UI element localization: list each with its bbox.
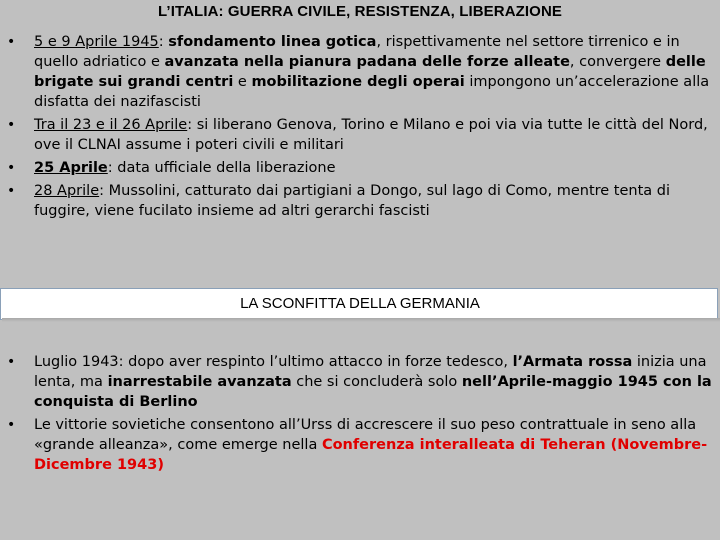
bullet-text: impongono un’accelerazione alla disfatta dei nazifascisti xyxy=(34,74,710,110)
bullet-text: , rispettivamente nel settore tirrenico e in quello adriatico e xyxy=(34,34,680,70)
bullet-highlight-text: Conferenza interalleata di Teheran (Novembre-Dicembre 1943) xyxy=(34,437,708,473)
bullet-item xyxy=(0,415,720,475)
bullet-text: Le vittorie sovietiche consentono all’Urss di accrescere il suo peso contrattuale in seno alla «grande alleanza», come emerge nella xyxy=(34,417,697,453)
liberation-bullet-list xyxy=(0,32,720,224)
bullet-date: 5 e 9 Aprile 1945 xyxy=(34,34,159,50)
bullet-marker: • xyxy=(7,354,16,370)
bullet-text: e xyxy=(233,74,252,90)
bullet-text: Luglio 1943: dopo aver respinto l’ultimo attacco in forze tedesco, xyxy=(34,354,513,370)
bullet-text: che si concluderà solo xyxy=(291,374,462,390)
section-header-banner xyxy=(0,288,718,320)
bullet-date: 28 Aprile xyxy=(34,183,100,199)
bullet-text: , convergere xyxy=(569,54,666,70)
bullet-item xyxy=(0,181,720,221)
bullet-item xyxy=(0,158,720,178)
bullet-text: inizia una lenta, ma xyxy=(34,354,707,390)
bullet-bold-text: nell’Aprile-maggio 1945 con la conquista di Berlino xyxy=(34,374,712,410)
section-header-label: LA SCONFITTA DELLA GERMANIA xyxy=(240,295,480,312)
bullet-text: : xyxy=(158,34,169,50)
bullet-text: : si liberano Genova, Torino e Milano e poi via via tutte le città del Nord, ove il CLNAI assume i poteri civili e militari xyxy=(34,117,708,153)
bullet-item xyxy=(0,115,720,155)
bullet-marker: • xyxy=(7,34,16,50)
bullet-date: 25 Aprile xyxy=(34,160,108,176)
bullet-marker: • xyxy=(7,417,16,433)
bullet-bold-text: inarrestabile avanzata xyxy=(107,374,292,390)
slide-title: L’ITALIA: GUERRA CIVILE, RESISTENZA, LIBERAZIONE xyxy=(158,3,562,20)
bullet-marker: • xyxy=(7,160,16,176)
bullet-text: : data ufficiale della liberazione xyxy=(107,160,336,176)
bullet-marker: • xyxy=(7,183,16,199)
banner-shadow xyxy=(2,318,720,322)
bullet-item xyxy=(0,32,720,112)
bullet-item xyxy=(0,352,720,412)
bullet-marker: • xyxy=(7,117,16,133)
bullet-bold-text: avanzata nella pianura padana delle forze alleate xyxy=(164,54,570,70)
germany-defeat-bullet-list xyxy=(0,352,720,478)
bullet-date: Tra il 23 e il 26 Aprile xyxy=(34,117,188,133)
bullet-bold-text: mobilitazione degli operai xyxy=(251,74,465,90)
bullet-bold-text: l’Armata rossa xyxy=(512,354,633,370)
bullet-bold-text: sfondamento linea gotica xyxy=(168,34,377,50)
bullet-text: : Mussolini, catturato dai partigiani a Dongo, sul lago di Como, mentre tenta di fuggire, viene fucilato insieme ad altri gerarchi fascisti xyxy=(34,183,671,219)
bullet-bold-text: delle brigate sui grandi centri xyxy=(34,54,706,90)
